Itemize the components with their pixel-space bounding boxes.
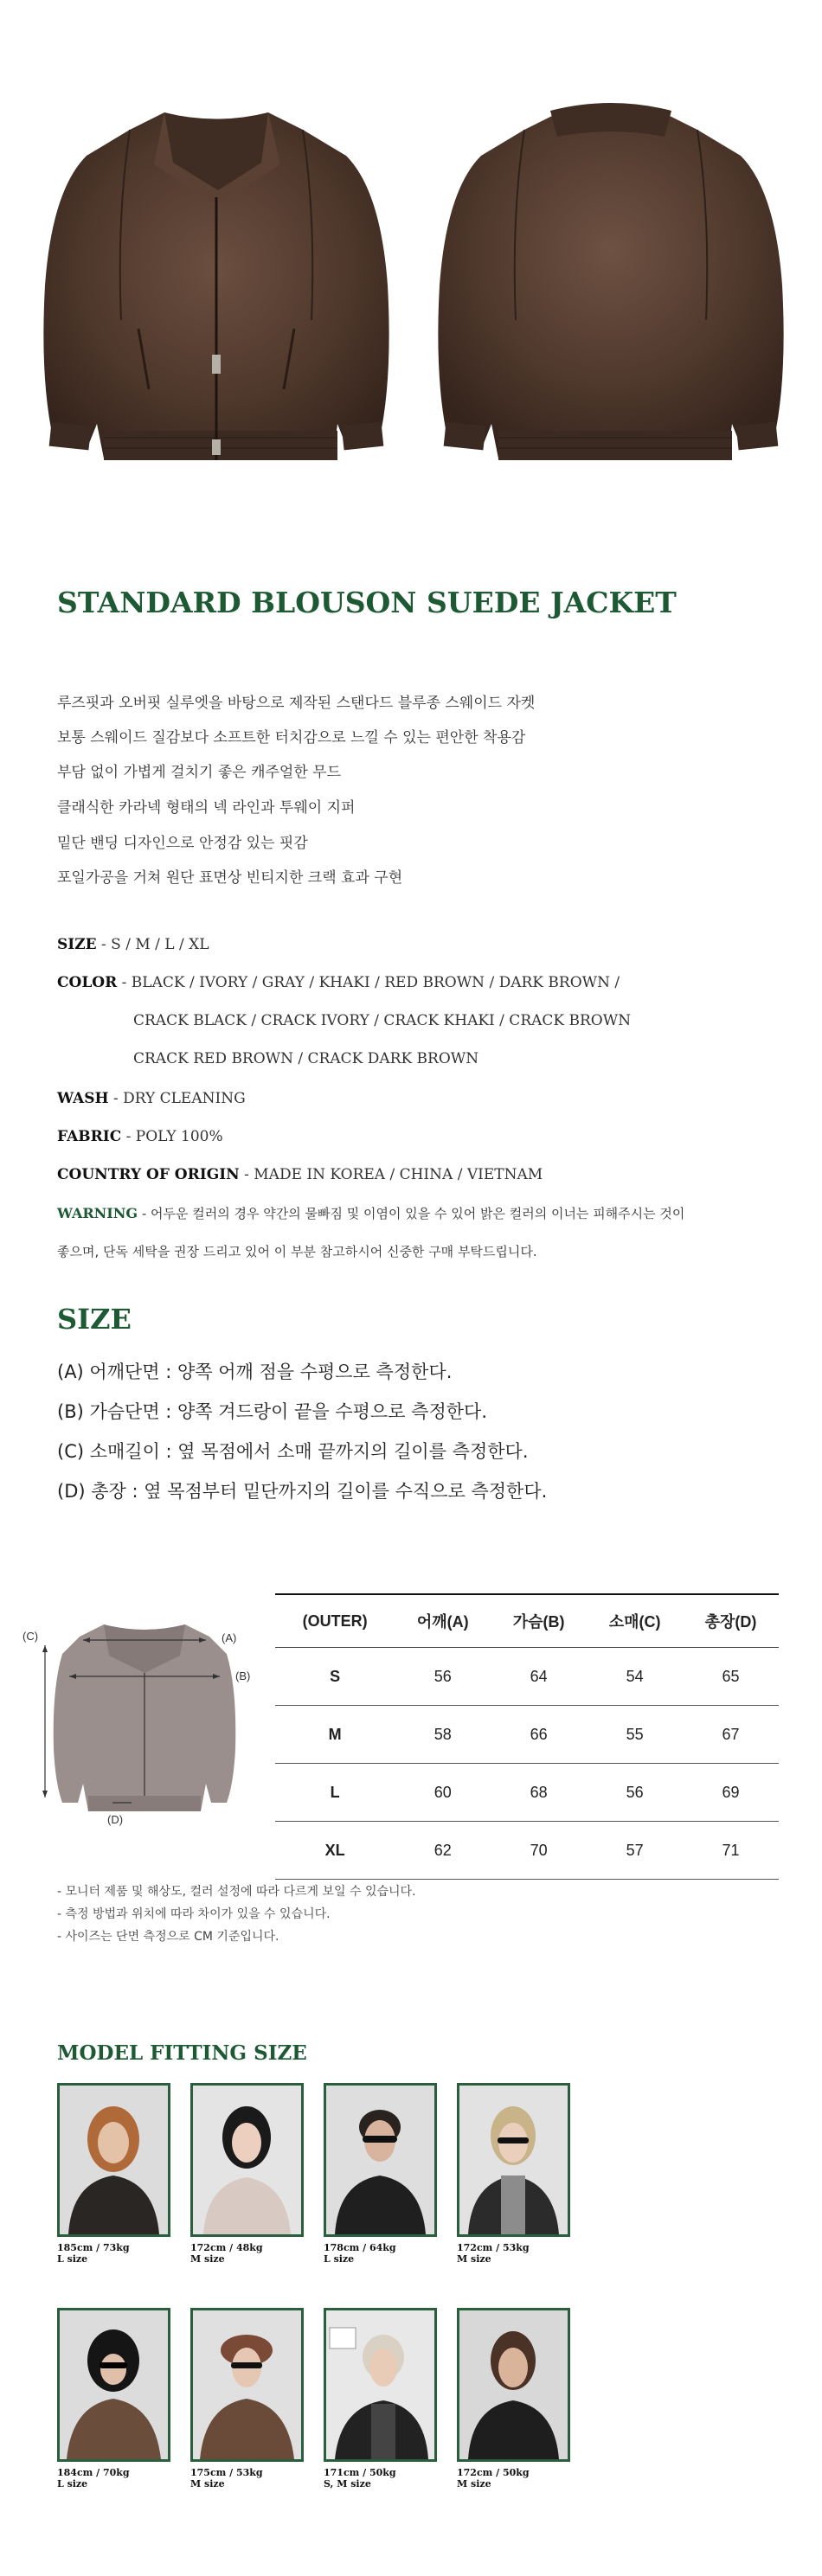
model-caption [57, 2242, 130, 2265]
size-table [275, 1593, 779, 1880]
spec-origin [57, 1166, 543, 1183]
description-line: 부담 없이 가볍게 걸치기 좋은 캐주얼한 무드 [57, 764, 342, 781]
measure-line: (B) 가슴단면 : 양쪽 겨드랑이 끝을 수평으로 측정한다. [57, 1401, 487, 1422]
model-size: M size [457, 2253, 491, 2265]
model-stats: 175cm / 53kg [190, 2467, 263, 2478]
spec-warning-line: 좋으며, 단독 세탁을 권장 드리고 있어 이 부분 참고하시어 신중한 구매 부탁드립니다. [57, 1244, 537, 1259]
table-cell: 64 [491, 1648, 587, 1706]
model-photo [324, 2083, 437, 2237]
spec-color [57, 974, 620, 991]
description-line: 밑단 밴딩 디자인으로 안정감 있는 핏감 [57, 835, 308, 852]
diagram-label-c: (C) [22, 1630, 39, 1643]
table-cell: 70 [491, 1822, 587, 1880]
model-size: L size [57, 2253, 88, 2265]
model-caption [190, 2467, 263, 2489]
model-fitting-heading: MODEL FITTING SIZE [57, 2041, 307, 2065]
spec-warning-value: - 어두운 컬러의 경우 약간의 물빠짐 및 이염이 있을 수 있어 밝은 컬러의 이너는 피해주시는 것이 [138, 1206, 685, 1221]
description-line: 클래식한 카라넥 형태의 넥 라인과 투웨이 지퍼 [57, 799, 356, 817]
size-note: - 측정 방법과 위치에 따라 차이가 있을 수 있습니다. [57, 1907, 331, 1921]
description-line: 포일가공을 거쳐 원단 표면상 빈티지한 크랙 효과 구현 [57, 869, 403, 887]
table-cell: 55 [587, 1706, 683, 1764]
diagram-label-d: (D) [107, 1813, 124, 1826]
table-row [275, 1822, 779, 1880]
diagram-label-a: (A) [222, 1631, 237, 1644]
model-photo [57, 2083, 170, 2237]
table-cell: 57 [587, 1822, 683, 1880]
description-line: 루즈핏과 오버핏 실루엣을 바탕으로 제작된 스탠다드 블루종 스웨이드 자켓 [57, 695, 536, 712]
model-stats: 185cm / 73kg [57, 2242, 130, 2253]
table-cell: M [275, 1706, 395, 1764]
model-photo [57, 2308, 170, 2462]
size-table-header [275, 1594, 779, 1648]
size-heading: SIZE [57, 1303, 132, 1336]
spec-wash-value: - DRY CLEANING [108, 1090, 246, 1107]
description-line: 보통 스웨이드 질감보다 소프트한 터치감으로 느낄 수 있는 편안한 착용감 [57, 729, 526, 747]
table-cell: 71 [683, 1822, 779, 1880]
spec-origin-value: - MADE IN KOREA / CHINA / VIETNAM [239, 1166, 543, 1183]
spec-wash-label: WASH [57, 1090, 109, 1107]
header-cell: 소매(C) [587, 1594, 683, 1648]
model-caption [324, 2467, 396, 2489]
spec-origin-label: COUNTRY OF ORIGIN [57, 1166, 240, 1183]
table-cell: 60 [395, 1764, 491, 1822]
table-row [275, 1648, 779, 1706]
size-diagram [17, 1611, 268, 1827]
measure-line: (D) 총장 : 옆 목점부터 밑단까지의 길이를 수직으로 측정한다. [57, 1481, 548, 1502]
spec-size-value: - S / M / L / XL [96, 936, 209, 953]
model-stats: 171cm / 50kg [324, 2467, 396, 2478]
spec-fabric-label: FABRIC [57, 1128, 122, 1145]
product-title: STANDARD BLOUSON SUEDE JACKET [57, 586, 677, 619]
header-cell: 총장(D) [683, 1594, 779, 1648]
model-caption [190, 2242, 263, 2265]
table-cell: 56 [395, 1648, 491, 1706]
size-note: - 모니터 제품 및 해상도, 컬러 설정에 따라 다르게 보일 수 있습니다. [57, 1885, 416, 1899]
spec-color-line: CRACK RED BROWN / CRACK DARK BROWN [133, 1050, 479, 1067]
table-cell: 56 [587, 1764, 683, 1822]
spec-fabric [57, 1128, 223, 1145]
model-caption [457, 2467, 530, 2489]
measure-line: (A) 어깨단면 : 양쪽 어깨 점을 수평으로 측정한다. [57, 1362, 453, 1382]
model-caption [457, 2242, 530, 2265]
table-cell: 65 [683, 1648, 779, 1706]
model-photo [324, 2308, 437, 2462]
model-stats: 172cm / 50kg [457, 2467, 530, 2478]
model-size: L size [324, 2253, 355, 2265]
size-note: - 사이즈는 단면 측정으로 CM 기준입니다. [57, 1930, 279, 1944]
table-cell: L [275, 1764, 395, 1822]
spec-warning [57, 1204, 684, 1222]
spec-size [57, 936, 209, 953]
model-stats: 178cm / 64kg [324, 2242, 396, 2253]
measure-line: (C) 소매길이 : 옆 목점에서 소매 끝까지의 길이를 측정한다. [57, 1441, 529, 1462]
spec-color-line: CRACK BLACK / CRACK IVORY / CRACK KHAKI / CRACK BROWN [133, 1012, 632, 1029]
spec-fabric-value: - POLY 100% [121, 1128, 223, 1145]
model-size: S, M size [324, 2478, 371, 2489]
table-cell: 54 [587, 1648, 683, 1706]
table-row [275, 1764, 779, 1822]
model-size: M size [190, 2253, 225, 2265]
header-cell: 가슴(B) [491, 1594, 587, 1648]
model-stats: 172cm / 53kg [457, 2242, 530, 2253]
spec-size-label: SIZE [57, 936, 97, 953]
table-cell: S [275, 1648, 395, 1706]
model-caption [57, 2467, 130, 2489]
table-cell: 67 [683, 1706, 779, 1764]
spec-wash [57, 1090, 246, 1107]
model-stats: 184cm / 70kg [57, 2467, 130, 2478]
model-photo [190, 2083, 304, 2237]
table-cell: 68 [491, 1764, 587, 1822]
model-stats: 172cm / 48kg [190, 2242, 263, 2253]
header-cell: 어깨(A) [395, 1594, 491, 1648]
table-cell: XL [275, 1822, 395, 1880]
model-photo [457, 2308, 570, 2462]
table-cell: 66 [491, 1706, 587, 1764]
model-size: M size [457, 2478, 491, 2489]
table-row [275, 1706, 779, 1764]
table-cell: 58 [395, 1706, 491, 1764]
table-cell: 62 [395, 1822, 491, 1880]
model-photo [190, 2308, 304, 2462]
model-size: M size [190, 2478, 225, 2489]
spec-color-value: - BLACK / IVORY / GRAY / KHAKI / RED BROWN / DARK BROWN / [117, 974, 620, 991]
model-photo [457, 2083, 570, 2237]
model-caption [324, 2242, 396, 2265]
header-cell: (OUTER) [275, 1594, 395, 1648]
spec-color-label: COLOR [57, 974, 118, 991]
model-size: L size [57, 2478, 88, 2489]
table-cell: 69 [683, 1764, 779, 1822]
spec-warning-label: WARNING [57, 1205, 138, 1221]
diagram-label-b: (B) [235, 1669, 251, 1682]
jacket-back-image [429, 95, 793, 493]
jacket-front-image [35, 95, 398, 493]
